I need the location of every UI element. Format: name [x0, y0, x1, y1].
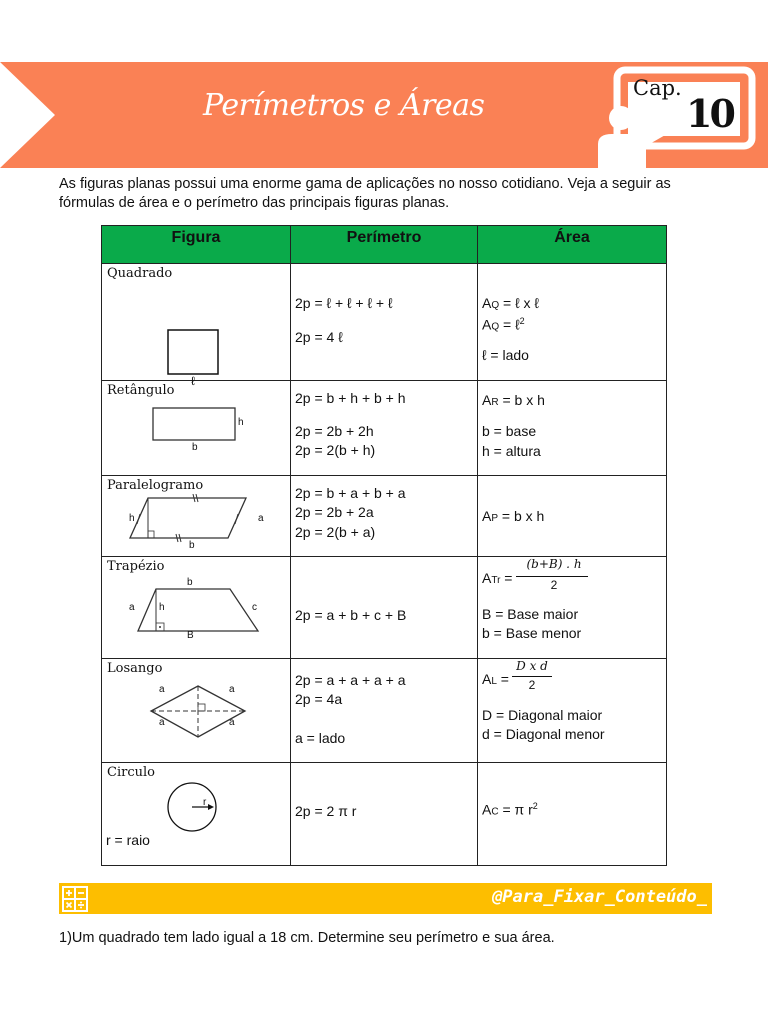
area-formula — [482, 671, 509, 687]
area-subscript: L — [491, 676, 497, 687]
perimetro-line: a = lado — [295, 730, 346, 746]
legend-line: b = base — [482, 423, 537, 439]
perimetro-line: 2p = 4 ℓ — [295, 329, 343, 345]
cell-area-retangulo — [478, 381, 667, 476]
area-formula — [482, 295, 539, 311]
header-figura: Figura — [102, 226, 291, 264]
perimetro-line: 2p = a + a + a + a — [295, 672, 406, 688]
label-h: h — [159, 602, 165, 613]
fraction-numerator: (b+B) . h — [526, 557, 582, 571]
calculator-icon — [62, 886, 88, 912]
area-subscript: Tr — [491, 575, 501, 586]
label-b: b — [189, 540, 195, 551]
perimetro-line: 2p = 2(b + h) — [295, 442, 376, 458]
cell-area-trapezio — [478, 557, 667, 659]
area-subscript: Q — [491, 300, 500, 311]
fraction-denominator: 2 — [528, 678, 536, 692]
cell-area-losango — [478, 659, 667, 763]
label-a: a — [229, 684, 235, 695]
area-subscript: P — [491, 513, 499, 524]
figure-name: Retângulo — [107, 383, 175, 398]
perimetro-line: 2p = 2(b + a) — [295, 524, 376, 540]
perimetro-line: 2p = b + h + b + h — [295, 390, 406, 406]
area-expression: = ℓ — [499, 316, 520, 333]
figure-name: Losango — [107, 661, 163, 676]
trapezoid-figure — [128, 583, 268, 643]
area-formula — [482, 801, 538, 818]
legend-line: D = Diagonal maior — [482, 707, 603, 723]
legend-line: B = Base maior — [482, 606, 579, 622]
label-c: c — [252, 602, 257, 613]
area-symbol: A — [482, 316, 492, 333]
table-header-row — [102, 226, 667, 264]
area-expression: = π r — [498, 801, 533, 818]
perimetro-line: 2p = 4a — [295, 691, 343, 707]
perimetro-line: 2p = ℓ + ℓ + ℓ + ℓ — [295, 295, 393, 311]
area-formula — [482, 392, 545, 408]
formulas-table — [101, 225, 667, 866]
table-row-paralelogramo — [102, 476, 667, 557]
circle-figure — [164, 779, 220, 835]
perimetro-line: 2p = 2b + 2a — [295, 504, 374, 520]
fraction-line — [516, 576, 588, 577]
label-a: a — [229, 717, 235, 728]
perimetro-line: 2p = 2 π r — [295, 803, 357, 819]
area-subscript: C — [491, 806, 499, 818]
label-b: b — [192, 442, 198, 453]
section-bar — [59, 883, 712, 914]
table-row-losango — [102, 659, 667, 763]
cell-perimetro-circulo — [291, 763, 478, 866]
cell-perimetro-trapezio — [291, 557, 478, 659]
cell-figura-paralelogramo — [102, 476, 291, 557]
question-1: 1)Um quadrado tem lado igual a 18 cm. Determine seu perímetro e sua área. — [59, 930, 555, 946]
chapter-number: 10 — [686, 91, 733, 136]
intro-paragraph: As figuras planas possui uma enorme gama de aplicações no nosso cotidiano. Veja a seguir as fórmulas de área e o perímetro das principais figuras planas. — [59, 176, 671, 211]
cell-perimetro-losango — [291, 659, 478, 763]
cell-perimetro-quadrado — [291, 264, 478, 381]
header-area: Área — [478, 226, 667, 264]
legend-line: b = Base menor — [482, 625, 582, 641]
legend-line: d = Diagonal menor — [482, 726, 605, 742]
label-B: B — [187, 630, 194, 641]
page-title: Perímetros e Áreas — [203, 88, 485, 123]
area-formula — [482, 508, 544, 524]
chapter-label: Cap. — [633, 76, 682, 100]
fraction-line — [512, 676, 552, 677]
figure-name: Circulo — [107, 765, 155, 780]
label-r: r — [203, 797, 207, 808]
cell-area-quadrado — [478, 264, 667, 381]
cell-area-circulo — [478, 763, 667, 866]
radius-legend: r = raio — [106, 832, 150, 848]
figure-name: Trapézio — [107, 559, 165, 574]
table-row-trapezio — [102, 557, 667, 659]
area-exponent: 2 — [532, 801, 538, 811]
area-formula — [482, 570, 513, 586]
perimetro-line: 2p = 2b + 2h — [295, 423, 374, 439]
area-expression: = b x h — [498, 392, 545, 408]
fraction-numerator: D x d — [516, 659, 548, 673]
cell-figura-circulo — [102, 763, 291, 866]
area-symbol: A — [482, 295, 492, 311]
label-l: ℓ — [191, 374, 195, 388]
label-a: a — [159, 717, 165, 728]
area-symbol: A — [482, 570, 492, 586]
label-h: h — [238, 417, 244, 428]
area-formula — [482, 316, 525, 333]
label-a: a — [159, 684, 165, 695]
figure-name: Paralelogramo — [107, 478, 204, 493]
cell-perimetro-retangulo — [291, 381, 478, 476]
parallelogram-figure — [124, 494, 274, 546]
label-a: a — [258, 513, 264, 524]
teacher-board-icon — [595, 68, 755, 168]
area-symbol: A — [482, 801, 492, 818]
area-equals: = — [500, 570, 513, 586]
area-symbol: A — [482, 392, 492, 408]
fraction-denominator: 2 — [550, 578, 558, 592]
table-row-retangulo — [102, 381, 667, 476]
area-exponent: 2 — [519, 316, 525, 326]
cell-figura-losango — [102, 659, 291, 763]
area-expression: = ℓ x ℓ — [499, 295, 539, 311]
cell-figura-quadrado — [102, 264, 291, 388]
table-row-quadrado — [102, 264, 667, 381]
perimetro-line: 2p = a + b + c + B — [295, 607, 407, 623]
cell-perimetro-paralelogramo — [291, 476, 478, 557]
area-symbol: A — [482, 508, 492, 524]
label-a: a — [129, 602, 135, 613]
label-b: b — [187, 577, 193, 588]
table-row-circulo — [102, 763, 667, 866]
cell-figura-retangulo — [102, 381, 291, 476]
area-expression: = b x h — [498, 508, 545, 524]
area-symbol: A — [482, 671, 492, 687]
label-h: h — [129, 513, 135, 524]
social-handle: @Para_Fixar_Conteúdo_ — [492, 887, 707, 907]
cell-figura-trapezio — [102, 557, 291, 659]
area-subscript: R — [491, 397, 499, 408]
area-subscript: Q — [491, 321, 500, 333]
area-equals: = — [496, 671, 509, 687]
header-perimetro: Perímetro — [291, 226, 478, 264]
figure-name: Quadrado — [107, 266, 173, 281]
legend-line: ℓ = lado — [482, 347, 529, 363]
cell-area-paralelogramo — [478, 476, 667, 557]
legend-line: h = altura — [482, 443, 541, 459]
perimetro-line: 2p = b + a + b + a — [295, 485, 406, 501]
